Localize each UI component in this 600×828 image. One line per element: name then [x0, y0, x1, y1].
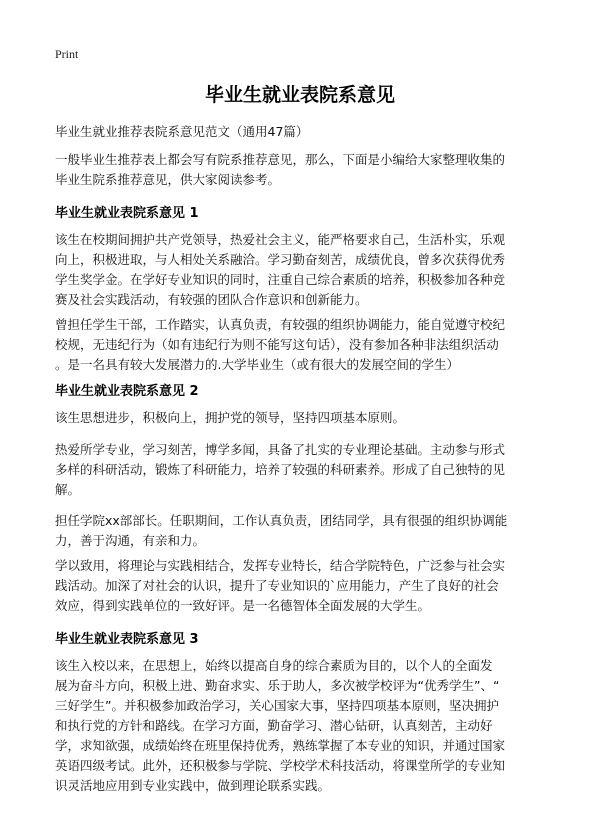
text-line: 一般毕业生推荐表上都会写有院系推荐意见，那么，下面是小编给大家整理收集的	[55, 152, 506, 167]
section-paragraph	[55, 408, 547, 428]
text-line: 学，求知欲强，成绩始终在班里保持优秀，熟练掌握了本专业的知识，并通过国家	[55, 738, 506, 753]
section-paragraph	[55, 556, 547, 616]
text-line: 热爱所学专业，学习刻苦，博学多闻，具备了扎实的专业理论基础。主动参与形式	[55, 442, 506, 457]
text-line: 学以致用，将理论与实践相结合，发挥专业特长，结合学院特色，广泛参与社会实	[55, 558, 506, 573]
text-line: 担任学院xx部部长。任职期间，工作认真负责，团结同学，具有很强的组织协调能	[55, 513, 508, 528]
text-line: 力，善于沟通，有亲和力。	[55, 533, 206, 548]
text-line: 三好学生”。并积极参加政治学习，关心国家大事，坚持四项基本原则，坚决拥护	[55, 698, 499, 713]
text-line: 该生在校期间拥护共产党领导，热爱社会主义，能严格要求自己，生活朴实，乐观	[55, 232, 506, 247]
section-heading: 毕业生就业表院系意见 3	[55, 632, 199, 647]
text-line: 校规，无违纪行为（如有违纪行为则不能写这句话），没有参加各种非法组织活动	[55, 337, 499, 352]
section-paragraph	[55, 315, 547, 375]
text-line: 践活动。加深了对社会的认识，提升了专业知识的`应用能力，产生了良好的社会	[55, 578, 499, 593]
text-line: 。是一名具有较大发展潜力的.大学毕业生（或有很大的发展空间的学生）	[55, 357, 459, 372]
text-line: 曾担任学生干部，工作踏实，认真负责，有较强的组织协调能力，能自觉遵守校纪	[55, 317, 506, 332]
text-line: 解。	[55, 482, 81, 497]
text-line: 毕业生院系推荐意见，供大家阅读参考。	[55, 172, 281, 187]
intro-paragraph	[55, 150, 547, 190]
section-heading: 毕业生就业表院系意见 2	[55, 384, 199, 399]
section-heading: 毕业生就业表院系意见 1	[55, 206, 199, 221]
document-subtitle: 毕业生就业推荐表院系意见范文（通用47篇）	[55, 124, 309, 139]
page-title: 毕业生就业表院系意见	[204, 84, 395, 106]
text-line: 学生奖学金。在学好专业知识的同时，注重自己综合素质的培养，积极参加各种竞	[55, 272, 506, 287]
text-line: 效应，得到实践单位的一致好评。是一名德智体全面发展的大学生。	[55, 598, 431, 613]
text-line: 该生入校以来，在思想上，始终以提高自身的综合素质为目的，以个人的全面发	[55, 658, 493, 673]
text-line: 展为奋斗方向，积极上进、勤奋求实、乐于助人，多次被学校评为“优秀学生”、“	[55, 678, 500, 693]
section-paragraph	[55, 230, 547, 310]
text-line: 识灵活地应用到专业实践中，做到理论联系实践。	[55, 778, 331, 793]
text-line: 英语四级考试。此外，还积极参与学院、学校学术科技活动，将课堂所学的专业知	[55, 758, 506, 773]
section-paragraph	[55, 656, 547, 796]
section-paragraph	[55, 440, 547, 500]
print-label: Print	[55, 47, 79, 61]
text-line: 赛及社会实践活动，有较强的团队合作意识和创新能力。	[55, 292, 368, 307]
text-line: 和执行党的方针和路线。在学习方面，勤奋学习、潜心钻研，认真刻苦，主动好	[55, 718, 493, 733]
text-line: 多样的科研活动，锻炼了科研能力，培养了较强的科研素养。形成了自己独特的见	[55, 462, 506, 477]
text-line: 该生思想进步，积极向上，拥护党的领导，坚持四项基本原则。	[55, 410, 406, 425]
section-paragraph	[55, 511, 547, 551]
text-line: 向上，积极进取，与人相处关系融洽。学习勤奋刻苦，成绩优良，曾多次获得优秀	[55, 252, 506, 267]
